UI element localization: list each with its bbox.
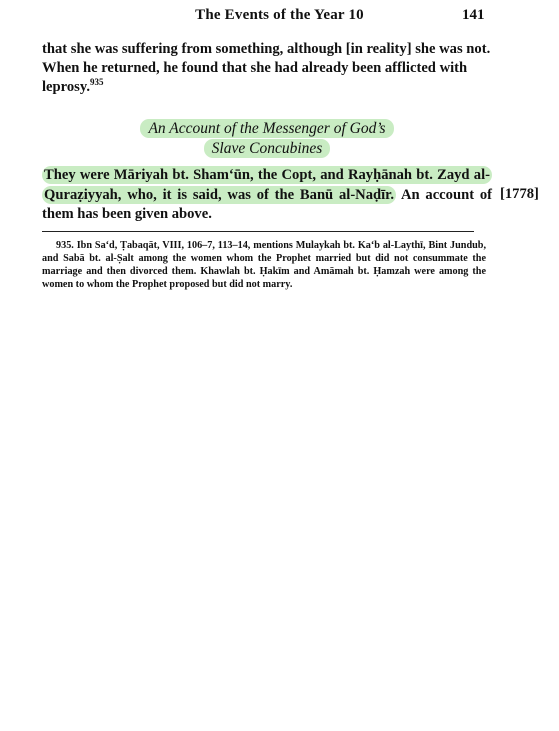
footnote-reference[interactable]: 935 — [89, 77, 104, 88]
footnote-divider — [42, 231, 474, 232]
paragraph-text-rest: An account of them has been given above. — [42, 186, 492, 222]
section-heading-line-1: An Account of the Messenger of God’s — [140, 119, 393, 138]
page-header-title: The Events of the Year 10 — [195, 7, 364, 23]
footnote-935 — [42, 239, 486, 291]
highlighted-text: They were Māriyah bt. Sham‘ūn, the Copt, and Rayḥānah bt. Zayd al-Quraẓiyyah, who, it is said, was of the Banū al-Naḍīr. — [44, 167, 490, 203]
paragraph-continuation — [42, 40, 492, 97]
page-number: 141 — [462, 7, 485, 23]
concubines-paragraph — [42, 166, 492, 225]
section-heading — [42, 119, 492, 159]
footnote-text: Ibn Sa‘d, Ṭabaqāt, VIII, 106–7, 113–14, mentions Mulaykah bt. Ka‘b al-Laythī, Bint Jundub, and Sabā bt. al-Ṣalt among the women whom the Prophet married but did not consummate the marriage and then divorced them. Khawlah bt. Ḥakīm and Amāmah bt. Ḥamzah were among the women to whom the Prophet proposed but did not marry. — [42, 240, 486, 290]
footnote-number: 935. — [56, 240, 74, 251]
section-heading-line-2: Slave Concubines — [204, 139, 331, 158]
paragraph-text: that she was suffering from something, although [in reality] she was not. When he returned, he found that she had already been afflicted with leprosy. — [42, 41, 491, 95]
margin-page-reference: [1778] — [500, 186, 539, 202]
